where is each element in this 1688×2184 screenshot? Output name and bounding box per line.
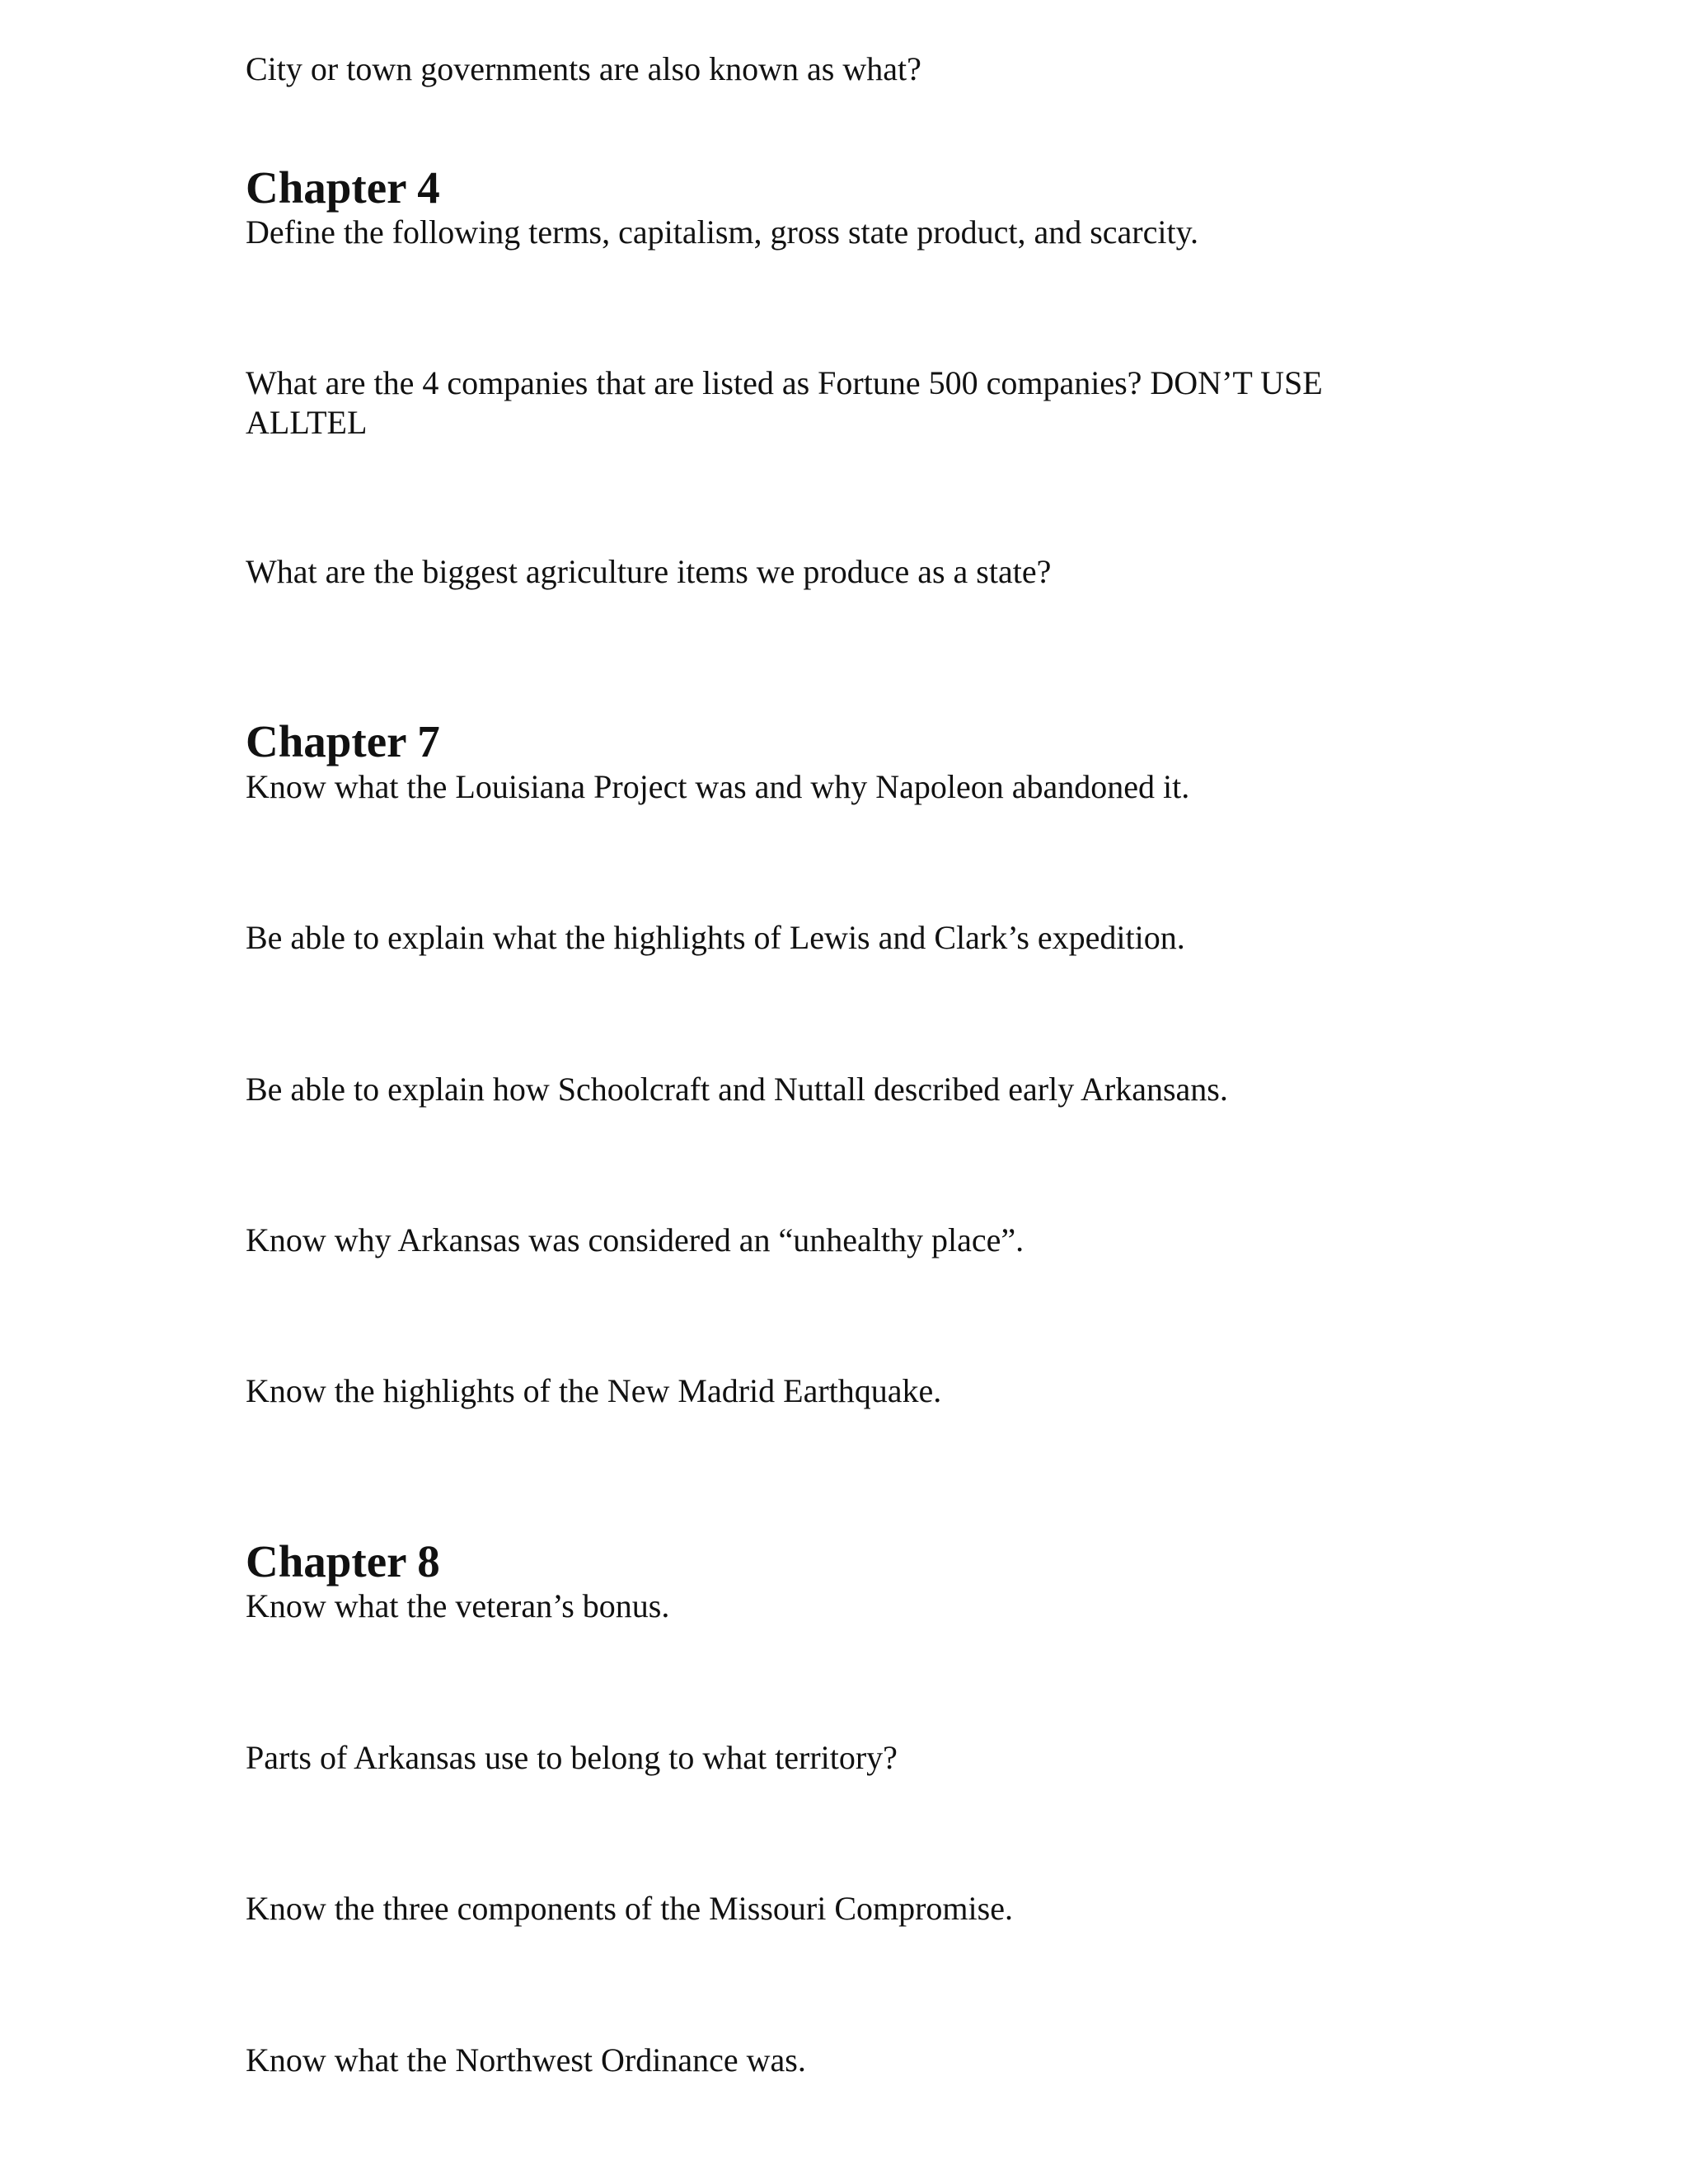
question-northwest-ordinance: Know what the Northwest Ordinance was.	[246, 2041, 806, 2079]
question-unhealthy-place: Know why Arkansas was considered an “unhealthy place”.	[246, 1221, 1025, 1258]
question-louisiana-project: Know what the Louisiana Project was and why Napoleon abandoned it.	[246, 768, 1190, 805]
question-fortune-500: What are the 4 companies that are listed as Fortune 500 companies? DON’T USE ALLTEL	[246, 364, 1323, 441]
question-define-terms: Define the following terms, capitalism, gross state product, and scarcity.	[246, 213, 1198, 251]
question-schoolcraft-nuttall: Be able to explain how Schoolcraft and Nuttall described early Arkansans.	[246, 1071, 1228, 1108]
chapter-4-heading: Chapter 4	[246, 162, 440, 213]
question-new-madrid: Know the highlights of the New Madrid Earthquake.	[246, 1372, 942, 1409]
question-agriculture: What are the biggest agriculture items we produce as a state?	[246, 553, 1052, 590]
question-territory: Parts of Arkansas use to belong to what territory?	[246, 1739, 898, 1776]
question-missouri-compromise: Know the three components of the Missouri Compromise.	[246, 1890, 1013, 1927]
question-veterans-bonus: Know what the veteran’s bonus.	[246, 1587, 670, 1624]
chapter-8-heading: Chapter 8	[246, 1536, 440, 1586]
question-lewis-clark: Be able to explain what the highlights of Lewis and Clark’s expedition.	[246, 919, 1185, 956]
question-city-governments: City or town governments are also known as what?	[246, 50, 921, 87]
chapter-7-heading: Chapter 7	[246, 716, 440, 766]
